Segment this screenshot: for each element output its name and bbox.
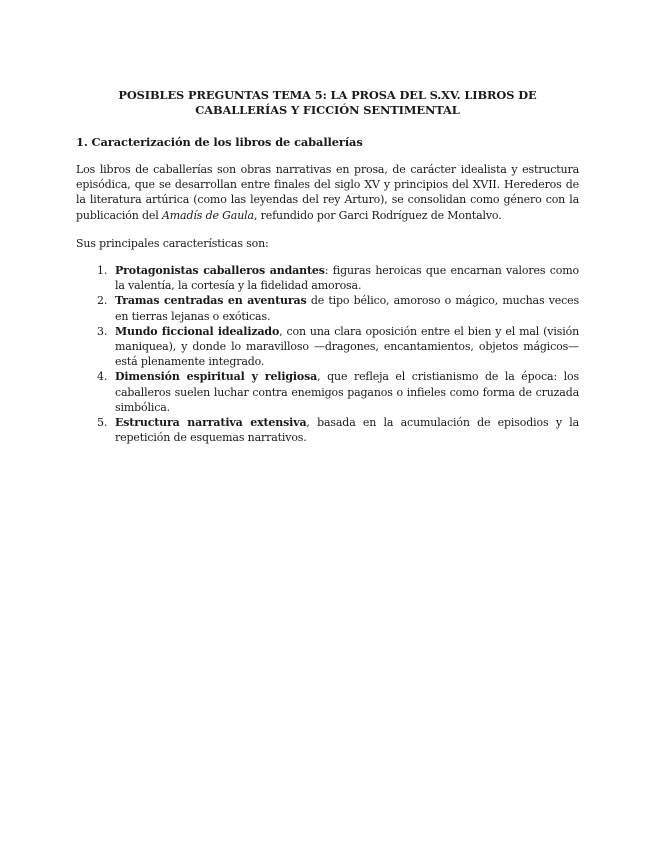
lead-paragraph: Sus principales características son: <box>76 236 269 250</box>
section-heading: 1. Caracterización de los libros de caballerías <box>76 135 363 149</box>
list-item <box>76 263 579 293</box>
intro-text-before: Los libros de caballerías son obras narrativas en prosa, de carácter idealista y estructura episódica, que se desarrollan entre finales del siglo XV y principios del XVII. Herederos de la literatura artúrica (como las leyendas del rey Arturo), se consolidan como género con la publicación del <box>76 163 579 222</box>
list-item-number: 4. <box>97 370 108 384</box>
list-item <box>76 369 579 415</box>
list-item-term: Tramas centradas en aventuras <box>115 294 307 308</box>
list-item-text: de tipo bélico, amoroso o mágico, muchas veces en tierras lejanas o exóticas. <box>115 294 579 323</box>
list-item-text: , que refleja el cristianismo de la época: los caballeros suelen luchar contra enemigos paganos o infieles como forma de cruzada simbólica. <box>115 370 579 414</box>
list-item-text: , basada en la acumulación de episodios y la repetición de esquemas narrativos. <box>115 416 579 445</box>
list-item <box>76 293 579 323</box>
list-item-term: Mundo ficcional idealizado <box>115 324 280 338</box>
list-item-number: 1. <box>97 264 108 278</box>
intro-paragraph <box>76 162 579 223</box>
list-item-number: 2. <box>97 294 108 308</box>
list-item <box>76 415 579 445</box>
list-item-term: Protagonistas caballeros andantes <box>115 264 325 278</box>
list-item <box>76 324 579 370</box>
list-item-text: : figuras heroicas que encarnan valores como la valentía, la cortesía y la fidelidad amorosa. <box>115 264 579 293</box>
list-item-term: Dimensión espiritual y religiosa <box>115 370 318 384</box>
list-item-number: 5. <box>97 416 108 430</box>
document-page <box>76 88 579 445</box>
document-title-line-2: CABALLERÍAS Y FICCIÓN SENTIMENTAL <box>195 103 460 117</box>
document-title-line-1: POSIBLES PREGUNTAS TEMA 5: LA PROSA DEL S.XV. LIBROS DE <box>118 88 537 102</box>
list-item-number: 3. <box>97 324 108 338</box>
list-item-text: , con una clara oposición entre el bien y el mal (visión maniquea), y donde lo maravilloso —dragones, encantamientos, objetos mágicos— está plenamente integrado. <box>115 324 579 369</box>
characteristics-list <box>76 263 579 445</box>
document-title <box>76 88 579 118</box>
list-item-term: Estructura narrativa extensiva <box>115 416 307 430</box>
intro-italic-title: Amadís de Gaula <box>161 208 254 222</box>
intro-text-after: , refundido por Garci Rodríguez de Montalvo. <box>253 208 502 222</box>
